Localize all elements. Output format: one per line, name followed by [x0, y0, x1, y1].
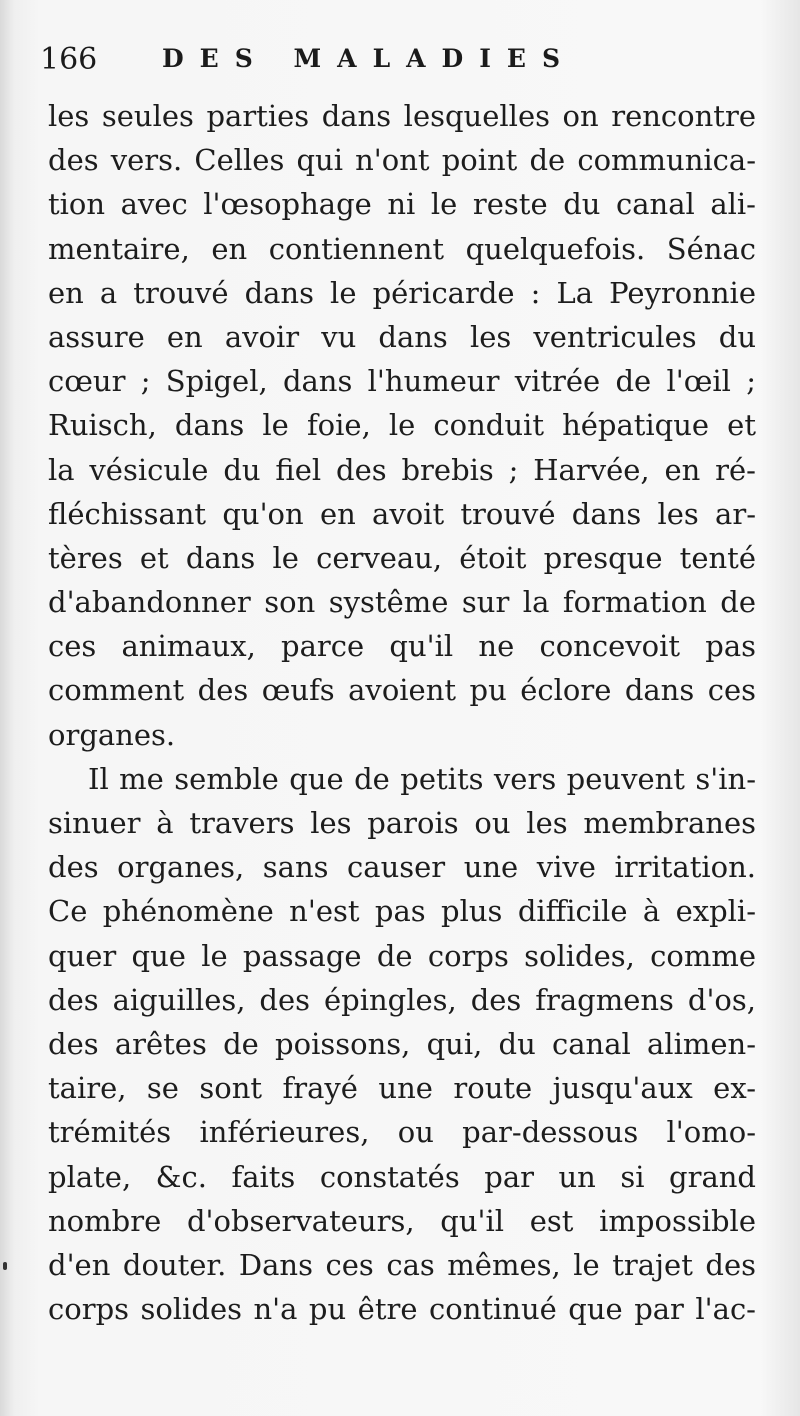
text-line: assure en avoir vu dans les ventricules du — [48, 319, 756, 354]
text-line: tères et dans le cerveau, étoit presque tenté — [48, 540, 756, 575]
text-line: les seules parties dans lesquelles on rencontre — [48, 99, 756, 133]
text-line: tion avec l'œsophage ni le reste du canal ali- — [48, 187, 756, 222]
text-line: Ce phénomène n'est pas plus difficile à expli- — [48, 894, 756, 929]
text-line: des arêtes de poissons, qui, du canal alimen- — [48, 1026, 756, 1061]
text-line: taire, se sont frayé une route jusqu'aux ex- — [48, 1071, 756, 1106]
margin-mark — [3, 1262, 7, 1270]
text-line: plate, &c. faits constatés par un si grand — [48, 1159, 756, 1194]
page-header — [40, 40, 760, 86]
text-line: cœur ; Spigel, dans l'humeur vitrée de l'œil ; — [48, 364, 756, 399]
text-line: d'en douter. Dans ces cas mêmes, le trajet des — [48, 1247, 756, 1282]
text-line: ces animaux, parce qu'il ne concevoit pas — [48, 629, 756, 664]
text-line: mentaire, en contiennent quelquefois. Sénac — [48, 231, 756, 266]
text-line: Ruisch, dans le foie, le conduit hépatique et — [48, 408, 756, 443]
text-line: nombre d'observateurs, qu'il est impossible — [48, 1203, 756, 1238]
text-line: trémités inférieures, ou par-dessous l'omo- — [48, 1115, 756, 1150]
text-line: sinuer à travers les parois ou les membranes — [48, 806, 756, 840]
text-line: d'abandonner son systême sur la formation de — [48, 585, 756, 620]
text-line: corps solides n'a pu être continué que par l'ac- — [48, 1292, 756, 1327]
text-line: fléchissant qu'on en avoit trouvé dans les ar- — [48, 496, 756, 531]
text-line: des organes, sans causer une vive irritation. — [48, 850, 756, 885]
text-line: en a trouvé dans le péricarde : La Peyronnie — [48, 275, 756, 310]
text-line: quer que le passage de corps solides, comme — [48, 938, 756, 973]
text-line: organes. — [48, 717, 176, 752]
text-line: la vésicule du fiel des brebis ; Harvée, en ré- — [48, 452, 756, 487]
page-number: 166 — [40, 42, 98, 77]
paragraph-start-line: Il me semble que de petits vers peuvent s'in- — [88, 761, 756, 796]
running-title: DES MALADIES — [162, 44, 577, 73]
text-line: des vers. Celles qui n'ont point de communica- — [48, 143, 756, 178]
body-text — [48, 94, 756, 1331]
text-line: comment des œufs avoient pu éclore dans ces — [48, 673, 756, 708]
text-line: des aiguilles, des épingles, des fragmens d'os, — [48, 982, 756, 1017]
